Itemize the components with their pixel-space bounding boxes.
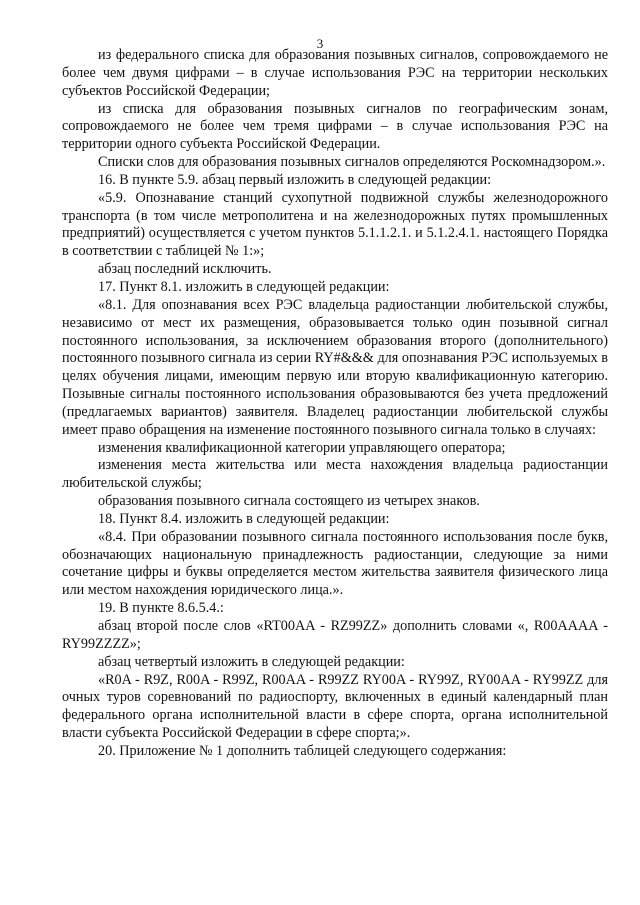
page-number: 3	[316, 36, 324, 51]
paragraph-item-16: 16. В пункте 5.9. абзац первый изложить в следующей редакции:	[98, 171, 492, 188]
paragraph-geographic-zones: из списка для образования позывных сигналов по географическим зонам, сопровождаемого не более чем тремя цифрами – в случае использования РЭС на территории одного субъекта Российской Федерации.	[62, 100, 608, 153]
paragraph-qualification-change: изменения квалификационной категории управляющего оператора;	[98, 439, 506, 456]
paragraph-federal-list: из федерального списка для образования позывных сигналов, сопровождаемого не более чем двумя цифрами – в случае использования РЭС на территории нескольких субъектов Российской Федерации;	[62, 47, 608, 99]
document-body	[62, 47, 608, 761]
paragraph-fourth-abzac-intro: абзац четвертый изложить в следующей редакции:	[98, 653, 405, 670]
paragraph-clause-8-1: «8.1. Для опознавания всех РЭС владельца радиостанции любительской службы, независимо от мест их размещения, образовывается только один позывной сигнал постоянного использования, за исключением образования второго (дополнительного) постоянного позывного сигнала из серии RY#&&& для опознавания РЭС используемых в целях обучения лицами, имеющим первую или вторую квалификационную категорию. Позывные сигналы постоянного использования образовываются без учета предложений (предлагаемых вариантов) заявителя. Владелец радиостанции любительской службы имеет право обращения на изменение постоянного позывного сигнала только в случаях:	[62, 296, 608, 438]
paragraph-word-lists: Списки слов для образования позывных сигналов определяются Роскомнадзором.».	[98, 154, 606, 171]
paragraph-item-17: 17. Пункт 8.1. изложить в следующей редакции:	[98, 278, 390, 295]
paragraph-clause-8-4: «8.4. При образовании позывного сигнала постоянного использования после букв, обозначающих национальную принадлежность радиостанции, следующие за ними сочетание цифры и буквы определяется местом жительства заявителя физического лица или местом нахождения юридического лица.».	[62, 528, 608, 599]
paragraph-contest-callsigns: «R0A - R9Z, R00A - R99Z, R00AA - R99ZZ RY00A - RY99Z, RY00AA - RY99ZZ для очных туров соревнований по радиоспорту, включенных в единый календарный план федерального органа исполнительной власти в сфере спорта, органа исполнительной власти субъекта Российской Федерации в сфере спорта;».	[62, 671, 608, 742]
paragraph-residence-change: изменения места жительства или места нахождения владельца радиостанции любительской службы;	[62, 457, 608, 492]
paragraph-second-abzac: абзац второй после слов «RT00AA - RZ99ZZ» дополнить словами «, R00AAAA - RY99ZZZZ»;	[62, 618, 608, 652]
paragraph-item-20: 20. Приложение № 1 дополнить таблицей следующего содержания:	[98, 742, 507, 759]
paragraph-four-character-callsign: образования позывного сигнала состоящего из четырех знаков.	[98, 493, 480, 510]
paragraph-clause-5-9: «5.9. Опознавание станций сухопутной подвижной службы железнодорожного транспорта (в том числе метрополитена и на железнодорожных путях промышленных предприятий) осуществляется с учетом пунктов 5.1.1.2.1. и 5.1.2.4.1. настоящего Порядка в соответствии с таблицей № 1:»;	[62, 189, 608, 260]
paragraph-last-excluded: абзац последний исключить.	[98, 261, 272, 278]
paragraph-item-19: 19. В пункте 8.6.5.4.:	[98, 600, 224, 617]
paragraph-item-18: 18. Пункт 8.4. изложить в следующей редакции:	[98, 510, 390, 527]
